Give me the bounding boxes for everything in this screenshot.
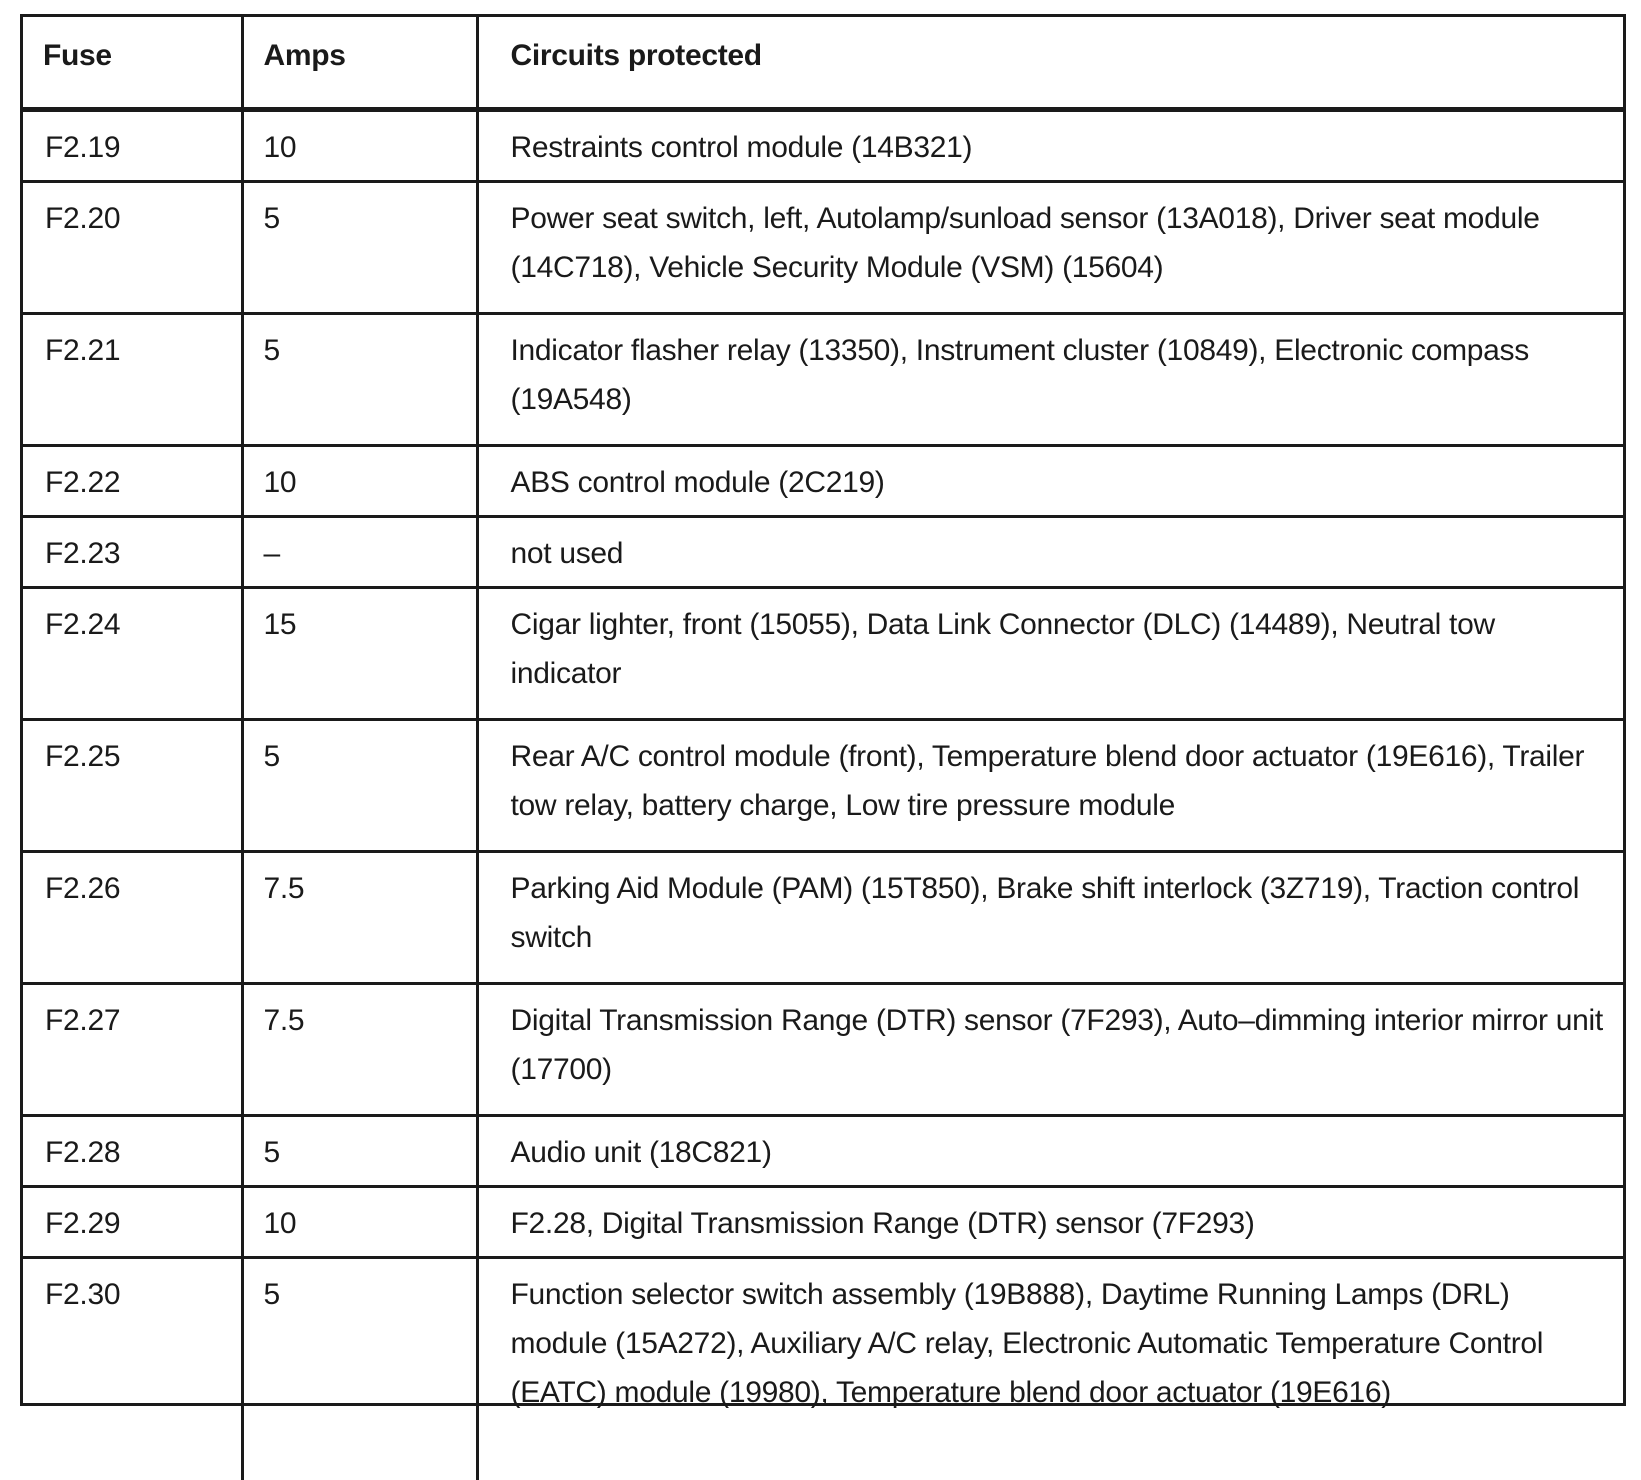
amps-cell: 10 [242, 446, 477, 517]
amps-cell: – [242, 517, 477, 588]
amps-cell: 10 [242, 110, 477, 182]
table-row [23, 314, 1623, 446]
circuits-cell: Rear A/C control module (front), Temperature blend door actuator (19E616), Trailer tow relay, battery charge, Low tire pressure module [477, 720, 1623, 852]
circuits-cell: F2.28, Digital Transmission Range (DTR) sensor (7F293) [477, 1187, 1623, 1258]
fuse-cell: F2.24 [23, 588, 242, 720]
table-row [23, 720, 1623, 852]
fuse-cell: F2.23 [23, 517, 242, 588]
circuits-cell: Restraints control module (14B321) [477, 110, 1623, 182]
circuits-cell: Function selector switch assembly (19B888), Daytime Running Lamps (DRL) module (15A272), Auxiliary A/C relay, Electronic Automatic Temperature Control (EATC) module (19980), Temperature blend door actuator (19E616) [477, 1258, 1623, 1480]
table-row [23, 182, 1623, 314]
amps-cell: 10 [242, 1187, 477, 1258]
circuits-cell: Indicator flasher relay (13350), Instrument cluster (10849), Electronic compass (19A548) [477, 314, 1623, 446]
table-row [23, 1258, 1623, 1480]
circuits-cell: Power seat switch, left, Autolamp/sunload sensor (13A018), Driver seat module (14C718), Vehicle Security Module (VSM) (15604) [477, 182, 1623, 314]
amps-cell: 5 [242, 182, 477, 314]
amps-cell: 7.5 [242, 984, 477, 1116]
amps-cell: 15 [242, 588, 477, 720]
fuse-cell: F2.30 [23, 1258, 242, 1480]
table-row [23, 1187, 1623, 1258]
fuse-table [23, 17, 1623, 1480]
fuse-cell: F2.25 [23, 720, 242, 852]
table-row [23, 446, 1623, 517]
fuse-cell: F2.20 [23, 182, 242, 314]
fuse-cell: F2.26 [23, 852, 242, 984]
amps-cell: 5 [242, 720, 477, 852]
amps-cell: 5 [242, 314, 477, 446]
fuse-table-container [20, 14, 1626, 1406]
header-amps: Amps [242, 17, 477, 110]
circuits-cell: Digital Transmission Range (DTR) sensor (7F293), Auto–dimming interior mirror unit (17700) [477, 984, 1623, 1116]
table-header-row [23, 17, 1623, 110]
table-row [23, 588, 1623, 720]
amps-cell: 5 [242, 1258, 477, 1480]
amps-cell: 7.5 [242, 852, 477, 984]
table-row [23, 984, 1623, 1116]
circuits-cell: ABS control module (2C219) [477, 446, 1623, 517]
header-circuits: Circuits protected [477, 17, 1623, 110]
table-row [23, 110, 1623, 182]
fuse-cell: F2.29 [23, 1187, 242, 1258]
circuits-cell: Parking Aid Module (PAM) (15T850), Brake shift interlock (3Z719), Traction control switch [477, 852, 1623, 984]
fuse-cell: F2.22 [23, 446, 242, 517]
fuse-cell: F2.28 [23, 1116, 242, 1187]
fuse-cell: F2.21 [23, 314, 242, 446]
circuits-cell: Audio unit (18C821) [477, 1116, 1623, 1187]
table-row [23, 1116, 1623, 1187]
circuits-cell: not used [477, 517, 1623, 588]
fuse-cell: F2.19 [23, 110, 242, 182]
circuits-cell: Cigar lighter, front (15055), Data Link Connector (DLC) (14489), Neutral tow indicator [477, 588, 1623, 720]
amps-cell: 5 [242, 1116, 477, 1187]
table-row [23, 517, 1623, 588]
table-row [23, 852, 1623, 984]
header-fuse: Fuse [23, 17, 242, 110]
fuse-cell: F2.27 [23, 984, 242, 1116]
